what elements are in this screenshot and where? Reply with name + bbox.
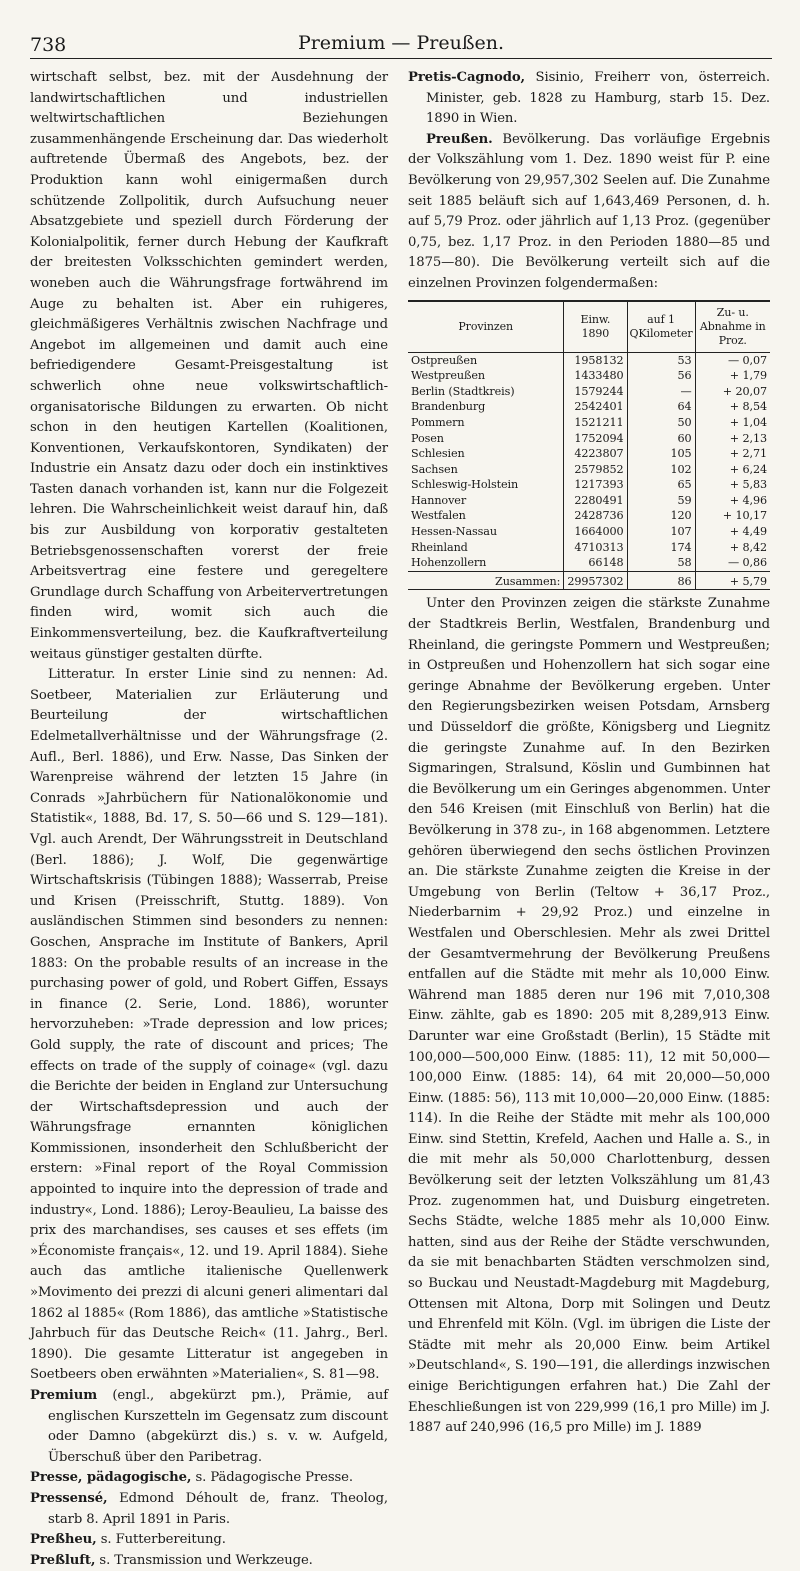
table-cell: Hessen-Nassau	[411, 525, 497, 539]
table-cell: — 0,86	[695, 555, 770, 571]
table-cell: Westfalen	[411, 509, 466, 523]
table-row	[408, 477, 770, 493]
table-cell: Schleswig-Holstein	[411, 478, 519, 492]
table-cell: Pommern	[411, 415, 465, 429]
left-column	[30, 68, 388, 1571]
table-body	[408, 352, 770, 590]
table-cell: + 6,24	[695, 462, 770, 478]
entry-pressheu	[30, 1530, 388, 1551]
entry-text: Edmond Déhoult de, franz. Theolog, starb 8. April 1891 in Paris.	[48, 1490, 388, 1527]
table-cell: Berlin (Stadtkreis)	[411, 384, 515, 398]
table-cell: + 1,79	[695, 368, 770, 384]
table-cell: 59	[627, 493, 695, 509]
table-cell: 65	[627, 477, 695, 493]
table-row	[408, 384, 770, 400]
table-cell: Westpreußen	[411, 369, 485, 383]
table-cell: 1521211	[564, 415, 627, 431]
table-row	[408, 540, 770, 556]
table-row	[408, 352, 770, 368]
table-cell: Schlesien	[411, 447, 465, 461]
table-cell: + 10,17	[695, 508, 770, 524]
table-row	[408, 493, 770, 509]
table-cell: 4223807	[564, 446, 627, 462]
entry-text: s. Transmission und Werkzeuge.	[95, 1552, 313, 1568]
table-cell: — 0,07	[695, 352, 770, 368]
entry-headword: Pretis-Cagnodo,	[408, 70, 526, 85]
population-table	[408, 300, 770, 591]
table-cell: Sachsen	[411, 462, 458, 476]
entry-headword: Premium	[30, 1388, 98, 1403]
paragraph-analysis: Unter den Provinzen zeigen die stärkste Zunahme der Stadtkreis Berlin, Westfalen, Brandenburg und Rheinland, die geringste Pommern und Westpreußen; in Ostpreußen und Hohenzollern hat sich sogar eine geringe Abnahme der Bevölkerung ergeben. Unter den Regierungsbezirken weisen Potsdam, Arnsberg und Düsseldorf die größte, Königsberg und Liegnitz die geringste Zunahme auf. In den Bezirken Sigmaringen, Stralsund, Köslin und Gumbinnen hat die Bevölkerung um ein Geringes abgenommen. Unter den 546 Kreisen (mit Einschluß von Berlin) hat die Bevölkerung in 378 zu-, in 168 abgenommen. Letztere gehören überwiegend den sechs östlichen Provinzen an. Die stärkste Zunahme zeigten die Kreise in der Umgebung von Berlin (Teltow + 36,17 Proz., Niederbarnim + 29,92 Proz.) und einzelne in Westfalen und Oberschlesien. Mehr als zwei Drittel der Gesamtvermehrung der Bevölkerung Preußens entfallen auf die Städte mit mehr als 10,000 Einw. Während man 1885 deren nur 196 mit 7,010,308 Einw. zählte, gab es 1890: 205 mit 8,289,913 Einw. Darunter war eine Großstadt (Berlin), 15 Städte mit 100,000—500,000 Einw. (1885: 11), 12 mit 50,000—100,000 Einw. (1885: 14), 64 mit 20,000—50,000 Einw. (1885: 56), 113 mit 10,000—20,000 Einw. (1885: 114). In die Reihe der Städte mit mehr als 100,000 Einw. sind Stettin, Krefeld, Aachen und Halle a. S., in die mit mehr als 50,000 Charlottenburg, dessen Bevölkerung seit der letzten Volkszählung um 81,43 Proz. zugenommen hat, und Duisburg eingetreten. Sechs Städte, welche 1885 mehr als 10,000 Einw. hatten, sind aus der Reihe der Städte verschwunden, da sie mit benachbarten Städten verschmolzen sind, so Buckau und Neustadt-Magdeburg mit Magdeburg, Ottensen mit Altona, Dorp mit Solingen und Deutz und Ehrenfeld mit Köln. (Vgl. im übrigen die Liste der Städte mit mehr als 20,000 Einw. beim Artikel »Deutschland«, S. 190—191, die allerdings inzwischen einige Berichtigungen erfahren hat.) Die Zahl der Eheschließungen ist von 229,999 (16,1 pro Mille) im J. 1887 auf 240,996 (16,5 pro Mille) im J. 1889	[408, 596, 770, 1436]
right-column	[408, 68, 770, 1439]
table-cell: 58	[627, 555, 695, 571]
entry-text: Sisinio, Freiherr von, österreich. Minister, geb. 1828 zu Hamburg, starb 15. Dez. 1890 in Wien.	[426, 70, 770, 127]
table-cell: 4710313	[564, 540, 627, 556]
table-cell: 174	[627, 540, 695, 556]
table-cell: + 2,13	[695, 431, 770, 447]
table-cell: 86	[627, 571, 695, 590]
paragraph-continuation: wirtschaft selbst, bez. mit der Ausdehnung der landwirtschaftlichen und industriellen weltwirtschaftlichen Beziehungen zusammenhängende Erscheinung dar. Das wiederholt auftretende Übermaß des Angebots, bez. der Produktion kann wohl einigermaßen durch schützende Zollpolitik, durch Aufsuchung neuer Absatzgebiete und speziell durch Förderung der Kolonialpolitik, ferner durch Hebung der Kaufkraft der breitesten Volksschichten gemindert werden, woneben auch die Währungsfrage fortwährend im Auge zu behalten ist. Aber ein ruhigeres, gleichmäßigeres Verhältnis zwischen Nachfrage und Angebot im allgemeinen und damit auch eine befriedigendere Gesamt-Preisgestaltung ist schwerlich ohne neue volkswirtschaftlich-organisatorische Bildungen zu erwarten. Ob nicht schon in den heutigen Kartellen (Koalitionen, Konventionen, Verkaufskontoren, Syndikaten) der Industrie ein Ansatz dazu oder doch ein instinktives Tasten danach vorhanden ist, kann nur die Folgezeit lehren. Die Wahrscheinlichkeit weist darauf hin, daß bis zur Ausbildung von korporativ gestalteten Betriebsgenossenschaften vorerst der freie Arbeitsvertrag eine festere und geregeltere Grundlage durch Schaffung von Arbeitervertretungen finden wird, womit sich auch die Einkommensverteilung, bez. die Kaufkraftverteilung weitaus günstiger gestalten dürfte.	[30, 70, 388, 662]
entry-pressense	[30, 1489, 388, 1530]
table-cell: + 2,71	[695, 446, 770, 462]
table-header-row	[408, 301, 770, 353]
entry-pretis-cagnodo	[408, 68, 770, 130]
table-cell: 1579244	[564, 384, 627, 400]
table-cell: 2542401	[564, 399, 627, 415]
entry-headword: Presse, pädagogische,	[30, 1470, 192, 1486]
entry-headword: Preßluft,	[30, 1552, 96, 1568]
table-cell: 102	[627, 462, 695, 478]
entry-headword: Pressensé,	[30, 1490, 108, 1506]
table-cell: Ostpreußen	[411, 353, 478, 367]
table-row	[408, 399, 770, 415]
column-header: auf 1 QKilometer	[627, 301, 695, 353]
column-header: Zu- u. Abnahme in Proz.	[695, 301, 770, 353]
table-cell: 2579852	[564, 462, 627, 478]
table-row	[408, 462, 770, 478]
table-cell: + 1,04	[695, 415, 770, 431]
column-header: Provinzen	[408, 301, 564, 353]
table-cell: Posen	[411, 431, 444, 445]
entry-presse	[30, 1468, 388, 1489]
table-cell: 1958132	[564, 352, 627, 368]
table-cell: 66148	[564, 555, 627, 571]
table-cell: 1664000	[564, 524, 627, 540]
page-header	[30, 28, 772, 59]
table-row	[408, 431, 770, 447]
table-cell: Hannover	[411, 493, 467, 507]
table-cell: 50	[627, 415, 695, 431]
entry-text: s. Pädagogische Presse.	[191, 1470, 353, 1486]
table-cell: 53	[627, 352, 695, 368]
table-cell: 56	[627, 368, 695, 384]
table-cell: 105	[627, 446, 695, 462]
entry-headword: Preßheu,	[30, 1532, 97, 1548]
table-cell: + 20,07	[695, 384, 770, 400]
table-cell: 2280491	[564, 493, 627, 509]
table-cell: 60	[627, 431, 695, 447]
table-cell: —	[627, 384, 695, 400]
entry-premium	[30, 1386, 388, 1468]
table-cell: 29957302	[564, 571, 627, 590]
table-cell: + 4,96	[695, 493, 770, 509]
entry-preussen	[408, 130, 770, 295]
table-row	[408, 524, 770, 540]
column-header: Einw. 1890	[564, 301, 627, 353]
entry-text: Bevölkerung. Das vorläufige Ergebnis der Volkszählung vom 1. Dez. 1890 weist für P. eine Bevölkerung von 29,957,302 Seelen auf. Die Zunahme seit 1885 beläuft sich auf 1,643,469 Personen, d. h. auf 5,79 Proz. oder jährlich auf 1,13 Proz. (gegenüber 0,75, bez. 1,17 Proz. in den Perioden 1880—85 und 1875—80). Die Bevölkerung verteilt sich auf die einzelnen Provinzen folgendermaßen:	[408, 131, 770, 291]
table-cell: + 5,79	[695, 571, 770, 590]
table-cell: Zusammen:	[408, 571, 564, 590]
entry-text: (engl., abgekürzt pm.), Prämie, auf englischen Kurszetteln im Gegensatz zum discount oder Damno (abgekürzt dis.) s. v. w. Aufgeld, Überschuß über den Paribetrag.	[48, 1388, 388, 1465]
entry-text: s. Futterbereitung.	[96, 1532, 226, 1548]
table-row	[408, 555, 770, 571]
table-cell: 1433480	[564, 368, 627, 384]
table-row	[408, 415, 770, 431]
table-cell: 120	[627, 508, 695, 524]
entry-pressluft	[30, 1551, 388, 1571]
table-row	[408, 446, 770, 462]
table-cell: 2428736	[564, 508, 627, 524]
table-cell: 1752094	[564, 431, 627, 447]
table-row	[408, 508, 770, 524]
table-cell: 107	[627, 524, 695, 540]
table-total-row	[408, 571, 770, 590]
table-cell: + 8,42	[695, 540, 770, 556]
table-cell: + 5,83	[695, 477, 770, 493]
page-number: 738	[30, 34, 67, 56]
table-cell: Brandenburg	[411, 400, 486, 414]
table-cell: 64	[627, 399, 695, 415]
table-cell: Hohenzollern	[411, 556, 487, 570]
entry-headword: Preußen.	[426, 131, 493, 147]
running-title: Premium — Preußen.	[297, 32, 505, 54]
table-cell: 1217393	[564, 477, 627, 493]
table-cell: Rheinland	[411, 540, 468, 554]
table-cell: + 8,54	[695, 399, 770, 415]
paragraph-literature: Litteratur. In erster Linie sind zu nennen: Ad. Soetbeer, Materialien zur Erläuterung und Beurteilung der wirtschaftlichen Edelmetallverhältnisse und der Währungsfrage (2. Aufl., Berl. 1886), und Erw. Nasse, Das Sinken der Warenpreise während der letzten 15 Jahre (in Conrads »Jahrbüchern für Nationalökonomie und Statistik«, 1888, Bd. 17, S. 50—66 und S. 129—181). Vgl. auch Arendt, Der Währungsstreit in Deutschland (Berl. 1886); J. Wolf, Die gegenwärtige Wirtschaftskrisis (Tübingen 1888); Wasserrab, Preise und Krisen (Preisschrift, Stuttg. 1889). Von ausländischen Stimmen sind besonders zu nennen: Goschen, Ansprache im Institute of Bankers, April 1883: On the probable results of an increase in the purchasing power of gold, und Robert Giffen, Essays in finance (2. Serie, Lond. 1886), worunter hervorzuheben: »Trade depression and low prices; Gold supply, the rate of discount and prices; The effects on trade of the supply of coinage« (vgl. dazu die Berichte der beiden in England zur Untersuchung der Wirtschaftsdepression und auch der Währungsfrage ernannten königlichen Kommissionen, insonderheit den Schlußbericht der erstern: »Final report of the Royal Commission appointed to inquire into the depression of trade and industry«, Lond. 1886); Leroy-Beaulieu, La baisse des prix des marchandises, ses causes et ses effets (im »Économiste français«, 12. und 19. April 1884). Siehe auch das amtliche italienische Quellenwerk »Movimento dei prezzi di alcuni generi alimentari dal 1862 al 1885« (Rom 1886), das amtliche »Statistische Jahrbuch für das Deutsche Reich« (11. Jahrg., Berl. 1890). Die gesamte Litteratur ist angegeben in Soetbeers oben erwähnten »Materialien«, S. 81—98.	[30, 667, 388, 1383]
table-cell: + 4,49	[695, 524, 770, 540]
table-row	[408, 368, 770, 384]
